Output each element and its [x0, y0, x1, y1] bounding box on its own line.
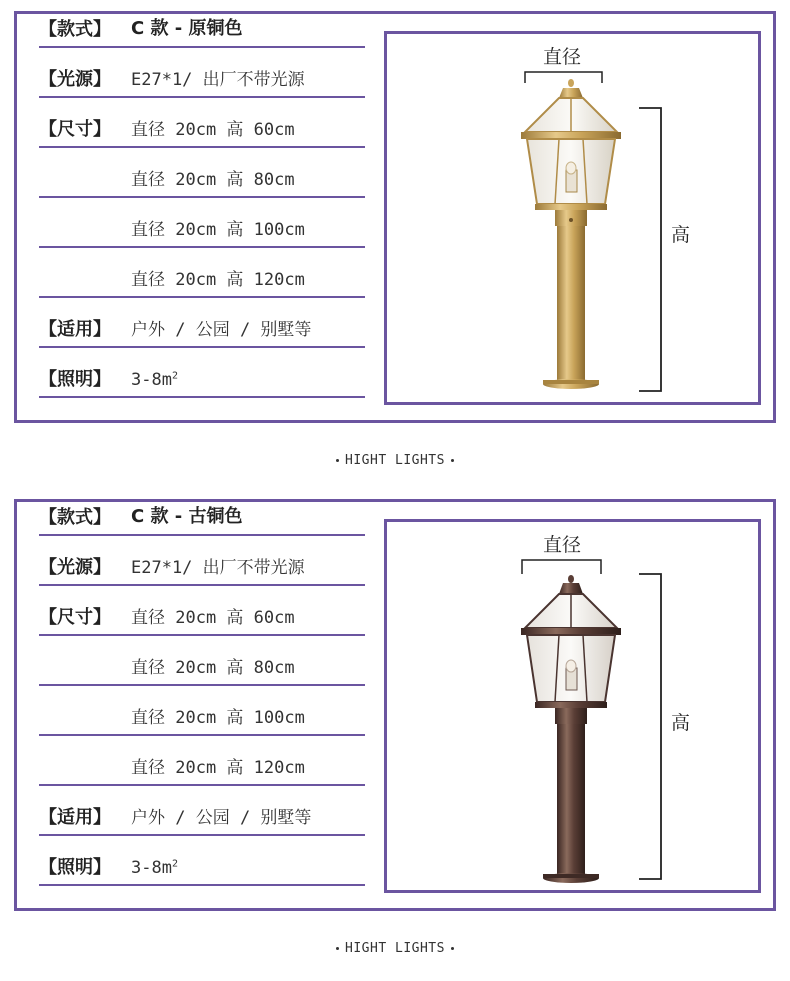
spec-value: 直径 20cm 高 80cm	[131, 170, 295, 190]
spec-value: E27*1/ 出厂不带光源	[131, 70, 305, 90]
product-image-frame	[384, 519, 761, 893]
spec-value: 直径 20cm 高 120cm	[131, 270, 305, 290]
footer-caption	[0, 453, 790, 468]
product-card-antique-copper	[14, 499, 776, 911]
spec-label: 【款式】	[39, 507, 111, 528]
spec-row-size	[39, 114, 365, 148]
spec-label: 【照明】	[39, 369, 111, 390]
spec-value: C 款 - 原铜色	[131, 18, 243, 39]
spec-row-size-120	[39, 752, 365, 786]
product-image-frame	[384, 31, 761, 405]
bullet-dot-icon	[336, 947, 339, 950]
bullet-dot-icon	[451, 947, 454, 950]
spec-row-application	[39, 802, 365, 836]
spec-row-light-source	[39, 552, 365, 586]
spec-value: $3-8m^2$	[131, 370, 178, 390]
spec-label: 【尺寸】	[39, 607, 111, 628]
spec-value: 直径 20cm 高 100cm	[131, 708, 305, 728]
spec-row-size-100	[39, 702, 365, 736]
footer-caption	[0, 941, 790, 956]
spec-row-application	[39, 314, 365, 348]
spec-value: 直径 20cm 高 60cm	[131, 608, 295, 628]
spec-row-size-80	[39, 652, 365, 686]
spec-row-style	[39, 14, 365, 48]
spec-value: 户外 / 公园 / 别墅等	[131, 320, 312, 340]
spec-value: E27*1/ 出厂不带光源	[131, 558, 305, 578]
spec-label: 【款式】	[39, 19, 111, 40]
spec-label: 【适用】	[39, 319, 111, 340]
spec-row-size-80	[39, 164, 365, 198]
footer-text: HIGHT LIGHTS	[345, 941, 445, 956]
bollard-lamp-bronze-image	[513, 566, 633, 896]
spec-value: 户外 / 公园 / 别墅等	[131, 808, 312, 828]
product-card-original-copper	[14, 11, 776, 423]
spec-label: 【光源】	[39, 557, 111, 578]
spec-label: 【适用】	[39, 807, 111, 828]
spec-value: 直径 20cm 高 80cm	[131, 658, 295, 678]
spec-value: $3-8m^2$	[131, 858, 178, 878]
diameter-label: 直径	[543, 46, 582, 68]
height-label: 高	[671, 712, 691, 734]
spec-row-illumination	[39, 364, 365, 398]
spec-label: 【照明】	[39, 857, 111, 878]
spec-value: 直径 20cm 高 100cm	[131, 220, 305, 240]
spec-value: 直径 20cm 高 120cm	[131, 758, 305, 778]
spec-label: 【光源】	[39, 69, 111, 90]
bollard-lamp-brass-image	[513, 78, 633, 408]
spec-row-size-120	[39, 264, 365, 298]
footer-text: HIGHT LIGHTS	[345, 453, 445, 468]
spec-row-light-source	[39, 64, 365, 98]
spec-value: C 款 - 古铜色	[131, 506, 243, 527]
diameter-label: 直径	[543, 534, 582, 556]
spec-row-illumination	[39, 852, 365, 886]
spec-value: 直径 20cm 高 60cm	[131, 120, 295, 140]
height-label: 高	[671, 224, 691, 246]
spec-row-size-100	[39, 214, 365, 248]
spec-label: 【尺寸】	[39, 119, 111, 140]
bullet-dot-icon	[336, 459, 339, 462]
bullet-dot-icon	[451, 459, 454, 462]
spec-row-size	[39, 602, 365, 636]
spec-row-style	[39, 502, 365, 536]
